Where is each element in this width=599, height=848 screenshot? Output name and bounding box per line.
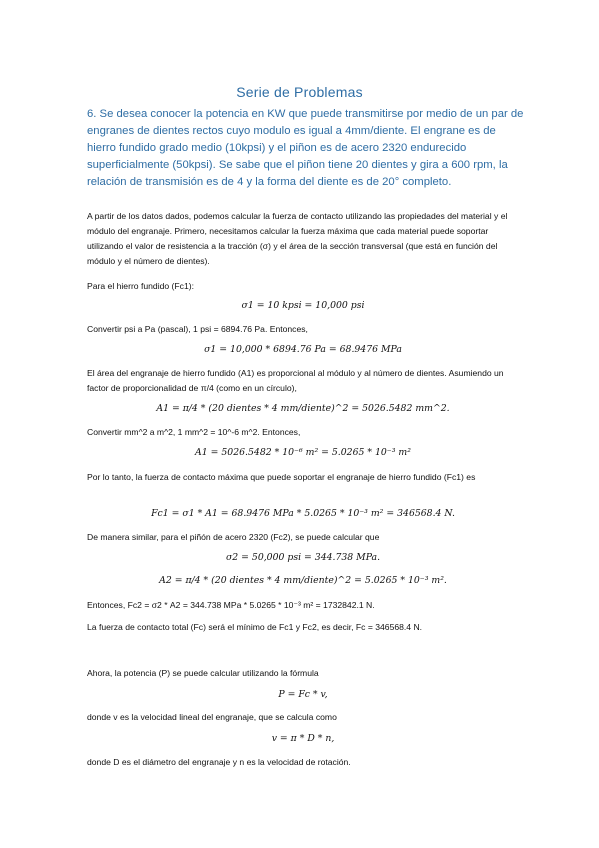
convert-mm-text: Convertir mm^2 a m^2, 1 mm^2 = 10^-6 m^2. Entonces,: [87, 427, 301, 437]
equation-a1: A1 = π/4 * (20 dientes * 4 mm/diente)^2 = 5026.5482 mm^2.: [156, 403, 450, 414]
area-paragraph: El área del engranaje de hierro fundido (A1) es proporcional al módulo y al número de dientes. Asumiendo un factor de proporcionalidad de π/4 (como en un círculo),: [87, 368, 504, 393]
equation-sigma1-pa: σ1 = 10,000 * 6894.76 Pa = 68.9476 MPa: [204, 344, 402, 355]
equation-fc1: Fc1 = σ1 * A1 = 68.9476 MPa * 5.0265 * 10⁻³ m² = 346568.4 N.: [151, 508, 455, 519]
intro-paragraph: A partir de los datos dados, podemos calcular la fuerza de contacto utilizando las propiedades del material y el módulo del engranaje. Primero, necesitamos calcular la fuerza máxima que cada material puede soportar utilizando el valor de resistencia a la tracción (σ) y el área de la sección transversal (que está en función del módulo y el número de dientes).: [87, 211, 508, 266]
equation-v: v = π * D * n,: [271, 733, 335, 744]
equation-a2: A2 = π/4 * (20 dientes * 4 mm/diente)^2 = 5.0265 * 10⁻³ m².: [159, 575, 447, 586]
equation-p: P = Fc * v,: [278, 689, 328, 700]
hierro-heading: Para el hierro fundido (Fc1):: [87, 281, 194, 291]
potencia-paragraph: Ahora, la potencia (P) se puede calcular utilizando la fórmula: [87, 668, 319, 678]
fc2-paragraph: Entonces, Fc2 = σ2 * A2 = 344.738 MPa * 5.0265 * 10⁻³ m² = 1732842.1 N.: [87, 600, 375, 610]
convert-psi-text: Convertir psi a Pa (pascal), 1 psi = 6894.76 Pa. Entonces,: [87, 324, 308, 334]
fc-total-paragraph: La fuerza de contacto total (Fc) será el mínimo de Fc1 y Fc2, es decir, Fc = 346568.4 N.: [87, 622, 423, 632]
velocidad-paragraph: donde v es la velocidad lineal del engranaje, que se calcula como: [87, 712, 337, 722]
pinon-paragraph: De manera similar, para el piñón de acero 2320 (Fc2), se puede calcular que: [87, 532, 380, 542]
equation-a1-m: A1 = 5026.5482 * 10⁻⁶ m² = 5.0265 * 10⁻³ m²: [195, 447, 411, 458]
equation-sigma1: σ1 = 10 kpsi = 10,000 psi: [241, 300, 365, 311]
diametro-paragraph: donde D es el diámetro del engranaje y n es la velocidad de rotación.: [87, 757, 351, 767]
problem-statement: 6. Se desea conocer la potencia en KW que puede transmitirse por medio de un par de engranes de dientes rectos cuyo modulo es igual a 4mm/diente. El engrane es de hierro fundido grado medio (10kpsi) y el piñon es de acero 2320 endurecido superficialmente (50kpsi). Se sabe que el piñon tiene 20 dientes y gira a 600 rpm, la relación de transmisión es de 4 y la forma del diente es de 20° completo.: [87, 108, 524, 188]
page-title: Serie de Problemas: [236, 84, 363, 100]
equation-sigma2: σ2 = 50,000 psi = 344.738 MPa.: [225, 552, 381, 563]
fc1-paragraph: Por lo tanto, la fuerza de contacto máxima que puede soportar el engranaje de hierro fundido (Fc1) es: [87, 472, 476, 482]
